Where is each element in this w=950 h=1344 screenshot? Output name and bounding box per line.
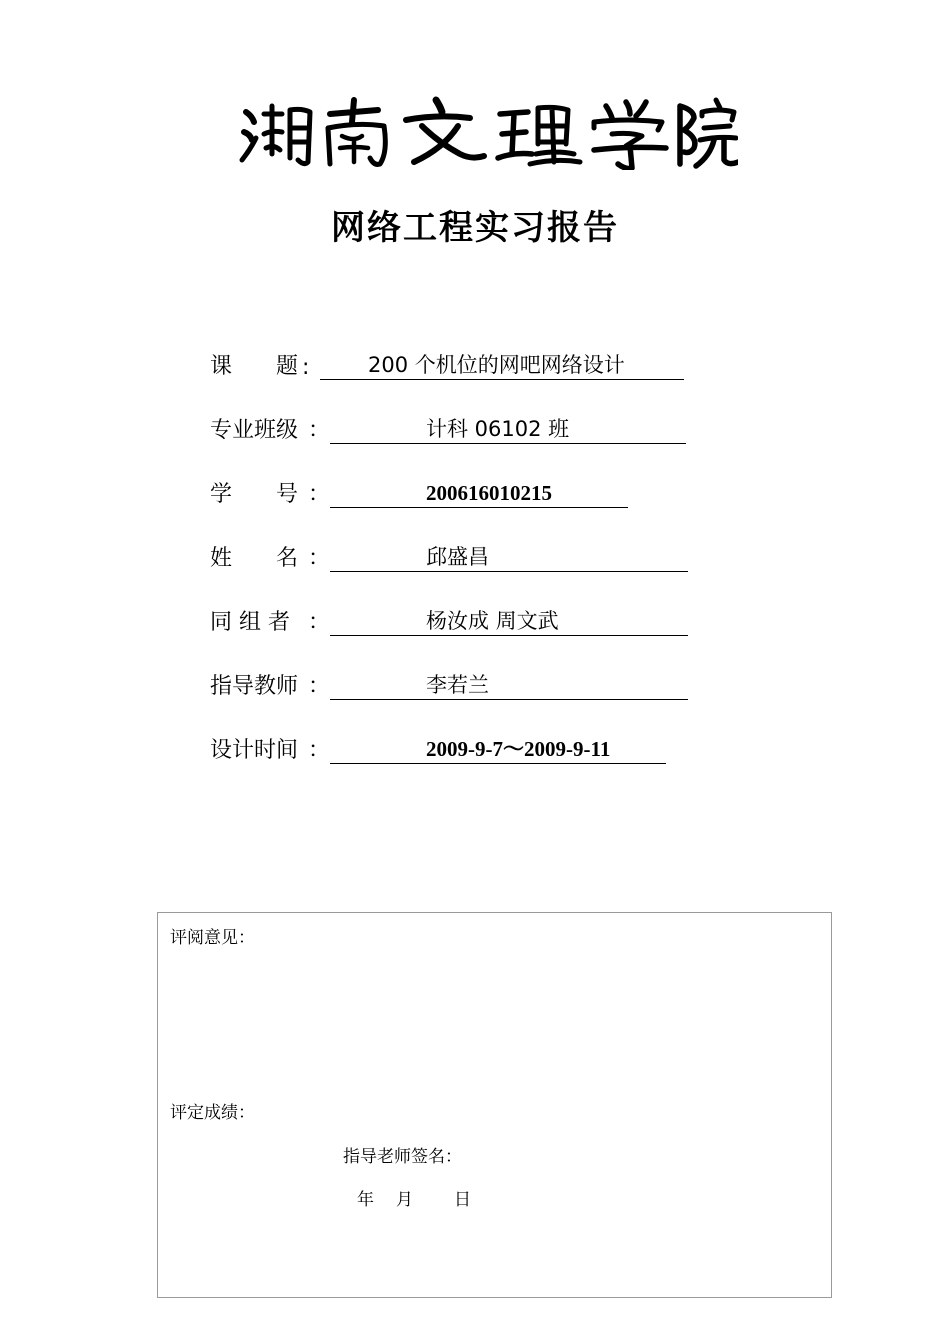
review-grade-label: 评定成绩： bbox=[170, 1103, 255, 1123]
field-value-student-id: 200616010215 bbox=[330, 478, 628, 508]
field-colon-student-id: ： bbox=[308, 482, 331, 507]
date-day-label: 日 bbox=[454, 1190, 471, 1210]
field-row-student-id bbox=[210, 474, 628, 508]
field-value-design-time: 2009-9-7～2009-9-11 bbox=[330, 734, 666, 764]
review-comments-label: 评阅意见： bbox=[170, 928, 255, 948]
field-colon-advisor: ： bbox=[308, 674, 331, 699]
field-row-topic bbox=[210, 346, 684, 380]
field-value-topic: 200 个机位的网吧网络设计 bbox=[320, 350, 684, 380]
field-value-advisor: 李若兰 bbox=[330, 670, 688, 700]
field-colon-topic: : bbox=[302, 355, 310, 380]
field-label-class: 专业班级 bbox=[210, 418, 299, 443]
field-value-class: 计科 06102 班 bbox=[330, 414, 686, 444]
field-colon-design-time: ： bbox=[308, 738, 331, 763]
report-title: 网络工程实习报告 bbox=[331, 208, 619, 248]
field-colon-name: ： bbox=[308, 546, 331, 571]
field-label-student-id: 学 号 bbox=[210, 482, 299, 507]
field-colon-class: ： bbox=[308, 418, 331, 443]
field-row-team bbox=[210, 602, 688, 636]
field-row-design-time bbox=[210, 730, 666, 764]
field-row-class bbox=[210, 410, 686, 444]
field-label-advisor: 指导教师 bbox=[210, 674, 299, 699]
field-colon-team: ： bbox=[308, 610, 331, 635]
field-row-name bbox=[210, 538, 688, 572]
field-row-advisor bbox=[210, 666, 688, 700]
review-box bbox=[157, 912, 832, 1298]
field-label-design-time: 设计时间 bbox=[210, 738, 299, 763]
date-month-label: 月 bbox=[396, 1190, 413, 1210]
field-label-topic: 课 题 bbox=[210, 354, 299, 379]
field-label-team: 同 组 者 bbox=[210, 610, 290, 635]
field-value-team: 杨汝成 周文武 bbox=[330, 606, 688, 636]
date-year-label: 年 bbox=[357, 1190, 374, 1210]
calligraphy-logo-graphic bbox=[238, 92, 738, 170]
calligraphy-logo bbox=[238, 92, 738, 170]
field-label-name: 姓 名 bbox=[210, 546, 299, 571]
field-value-name: 邱盛昌 bbox=[330, 542, 688, 572]
advisor-signature-label: 指导老师签名： bbox=[343, 1147, 462, 1167]
